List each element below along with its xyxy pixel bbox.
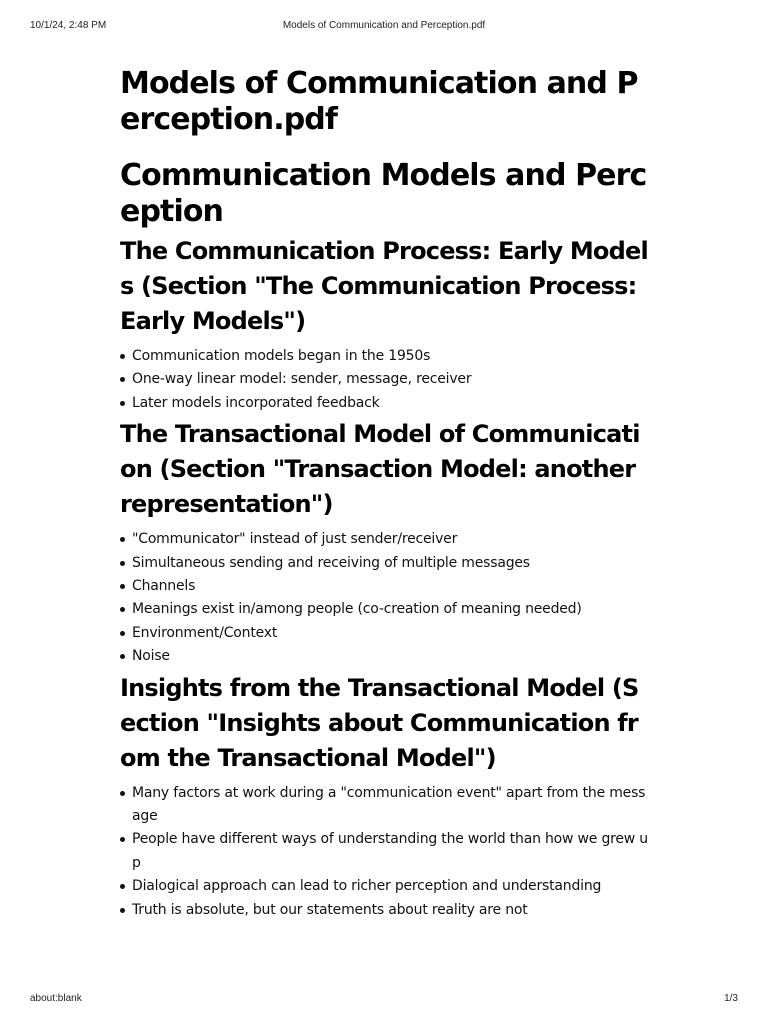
page-indicator: 1/3	[724, 993, 738, 1004]
document-title: Models of Communication and Perception.pdf	[120, 66, 638, 137]
bullet-list-insights	[120, 782, 648, 922]
list-item: Channels	[132, 575, 648, 598]
list-item: Many factors at work during a "communication event" apart from the message	[132, 782, 648, 829]
list-item: Simultaneous sending and receiving of multiple messages	[132, 552, 648, 575]
list-item: Environment/Context	[132, 622, 648, 645]
list-item: "Communicator" instead of just sender/receiver	[132, 528, 648, 551]
bullet-list-transactional-model	[120, 528, 648, 668]
section-title-transactional-model: The Transactional Model of Communication (Section "Transaction Model: another representation")	[120, 420, 640, 519]
document-body	[120, 66, 648, 924]
document-heading: Communication Models and Perception	[120, 158, 647, 229]
print-doc-title: Models of Communication and Perception.pdf	[282, 20, 486, 31]
print-url: about:blank	[30, 993, 82, 1004]
list-item: Meanings exist in/among people (co-creation of meaning needed)	[132, 598, 648, 621]
list-item: One-way linear model: sender, message, receiver	[132, 368, 648, 391]
section-title-insights: Insights from the Transactional Model (Section "Insights about Communication from the Transactional Model")	[120, 673, 639, 772]
list-item: People have different ways of understanding the world than how we grew up	[132, 828, 648, 875]
list-item: Communication models began in the 1950s	[132, 345, 648, 368]
section-title-early-models: The Communication Process: Early Models (Section "The Communication Process: Early Models")	[120, 237, 648, 335]
list-item: Noise	[132, 645, 648, 668]
list-item: Truth is absolute, but our statements about reality are not	[132, 899, 648, 922]
print-datetime: 10/1/24, 2:48 PM	[30, 20, 107, 31]
list-item: Dialogical approach can lead to richer perception and understanding	[132, 875, 648, 898]
bullet-list-early-models	[120, 345, 648, 415]
list-item: Later models incorporated feedback	[132, 392, 648, 415]
